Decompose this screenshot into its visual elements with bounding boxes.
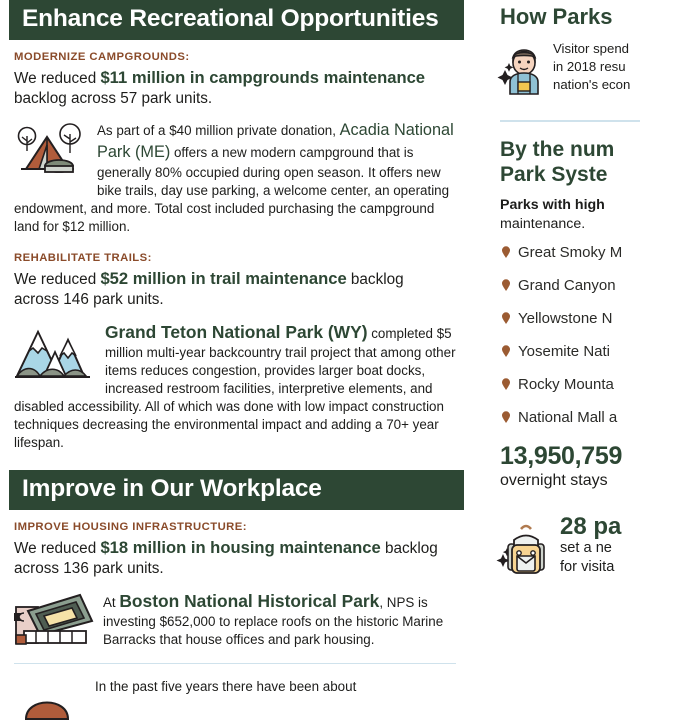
list-item	[500, 277, 685, 294]
callout-pre-text: As part of a $40 million private donation,	[97, 123, 340, 139]
list-item	[500, 343, 685, 360]
lede-suffix: backlog across 57 park units.	[14, 89, 213, 107]
campground-tent-icon	[14, 121, 88, 184]
park-list-label: Yosemite Nati	[518, 343, 610, 361]
lede-prefix: We reduced	[14, 270, 101, 288]
section-banner-workplace: Improve in Our Workplace	[9, 470, 464, 510]
right-column	[500, 0, 685, 640]
pin-bullet-icon	[502, 379, 510, 390]
backpack-stat-line2: for visita	[560, 559, 615, 576]
list-item	[500, 310, 685, 327]
callout-boston	[14, 590, 456, 649]
intro-line-3: nation's econ	[553, 76, 631, 92]
callout-grand-teton	[14, 321, 456, 452]
callout-post-text: completed $5 million multi-year backcountry trail project that among other items reduces congestion, provides larger boat docks, increased restroom facilities, interpretive elements, and disabled accessibility. All of which was done with low impact construction techniques decreasing the environmental impact and adding a 70+ year lifespan.	[14, 325, 456, 450]
lede-housing	[14, 537, 452, 579]
intro-line-1: Visitor spend	[553, 41, 629, 57]
divider-hairline	[14, 663, 456, 664]
callout-post-text: offers a new modern campground that is generally 80% occupied during open season. It offers new bike trails, day use parking, a welcome center, an operating endowment, and more. Total cost included purchasing the campground land for $12 million.	[14, 144, 450, 234]
subhead-rehabilitate-trails: REHABILITATE TRAILS:	[14, 251, 152, 264]
subhead-modernize-campgrounds: MODERNIZE CAMPGROUNDS:	[14, 50, 190, 63]
backpack-stat-block	[500, 514, 685, 577]
backpack-stat-number: 28 pa	[560, 513, 622, 541]
pin-bullet-icon	[502, 313, 510, 324]
lede-campgrounds	[14, 67, 452, 109]
subhead-improve-housing: IMPROVE HOUSING INFRASTRUCTURE:	[14, 520, 247, 533]
pin-bullet-icon	[502, 280, 510, 291]
overnight-stays-number: 13,950,759	[500, 442, 623, 471]
section-banner-recreational: Enhance Recreational Opportunities	[9, 0, 464, 40]
backpack-stat-line1: set a ne	[560, 540, 612, 557]
barracks-building-icon	[14, 591, 94, 652]
callout-acadia	[14, 120, 456, 235]
park-list-label: Grand Canyon	[518, 277, 616, 295]
lede-bold-amount: $11 million in campgrounds maintenance	[100, 67, 426, 87]
ranger-person-icon	[500, 42, 546, 99]
lede-trails	[14, 268, 452, 310]
callout-cutoff-text: In the past five years there have been about	[95, 679, 357, 695]
lede-suffix: backlog across 146 park units.	[14, 270, 404, 308]
mountains-icon	[14, 322, 96, 389]
hardhat-icon	[14, 679, 86, 728]
overnight-stays-caption: overnight stays	[500, 472, 608, 490]
lede-prefix: We reduced	[14, 539, 101, 557]
park-list-label: Yellowstone N	[518, 310, 613, 328]
right-intro-block	[500, 40, 685, 94]
lede-suffix: backlog across 136 park units.	[14, 539, 438, 577]
lede-bold-amount: $52 million in trail maintenance	[100, 268, 347, 288]
right-heading-how-parks: How Parks	[500, 4, 613, 29]
right-sub-line1-text: Parks with high	[500, 197, 605, 214]
park-name-grand-teton: Grand Teton National Park (WY)	[105, 321, 368, 342]
lede-bold-amount: $18 million in housing maintenance	[100, 537, 381, 557]
list-item	[500, 409, 685, 426]
callout-pre-text: At	[103, 594, 120, 610]
park-list-label: Great Smoky M	[518, 244, 623, 262]
park-list-label: Rocky Mounta	[518, 376, 614, 394]
list-item	[500, 244, 685, 261]
pin-bullet-icon	[502, 247, 510, 258]
pin-bullet-icon	[502, 346, 510, 357]
right-heading-by-the-numbers-line1: By the num	[500, 137, 615, 161]
list-item	[500, 376, 685, 393]
intro-line-2: in 2018 resu	[553, 59, 626, 75]
backpack-icon	[500, 518, 552, 585]
park-name-boston: Boston National Historical Park	[119, 590, 380, 611]
park-list-label: National Mall a	[518, 409, 618, 427]
right-sub-line1	[500, 196, 685, 214]
park-name-acadia: Acadia National Park (ME)	[97, 121, 454, 161]
top-parks-list	[500, 244, 685, 426]
right-divider-hairline	[500, 120, 640, 122]
lede-prefix: We reduced	[14, 69, 101, 87]
callout-cutoff	[14, 678, 456, 696]
pin-bullet-icon	[502, 412, 510, 423]
right-sub-line2: maintenance.	[500, 215, 586, 232]
callout-post-text: , NPS is investing $652,000 to replace roofs on the historic Marine Barracks that house offices and park housing.	[103, 594, 444, 648]
right-heading-by-the-numbers-line2: Park Syste	[500, 163, 608, 187]
